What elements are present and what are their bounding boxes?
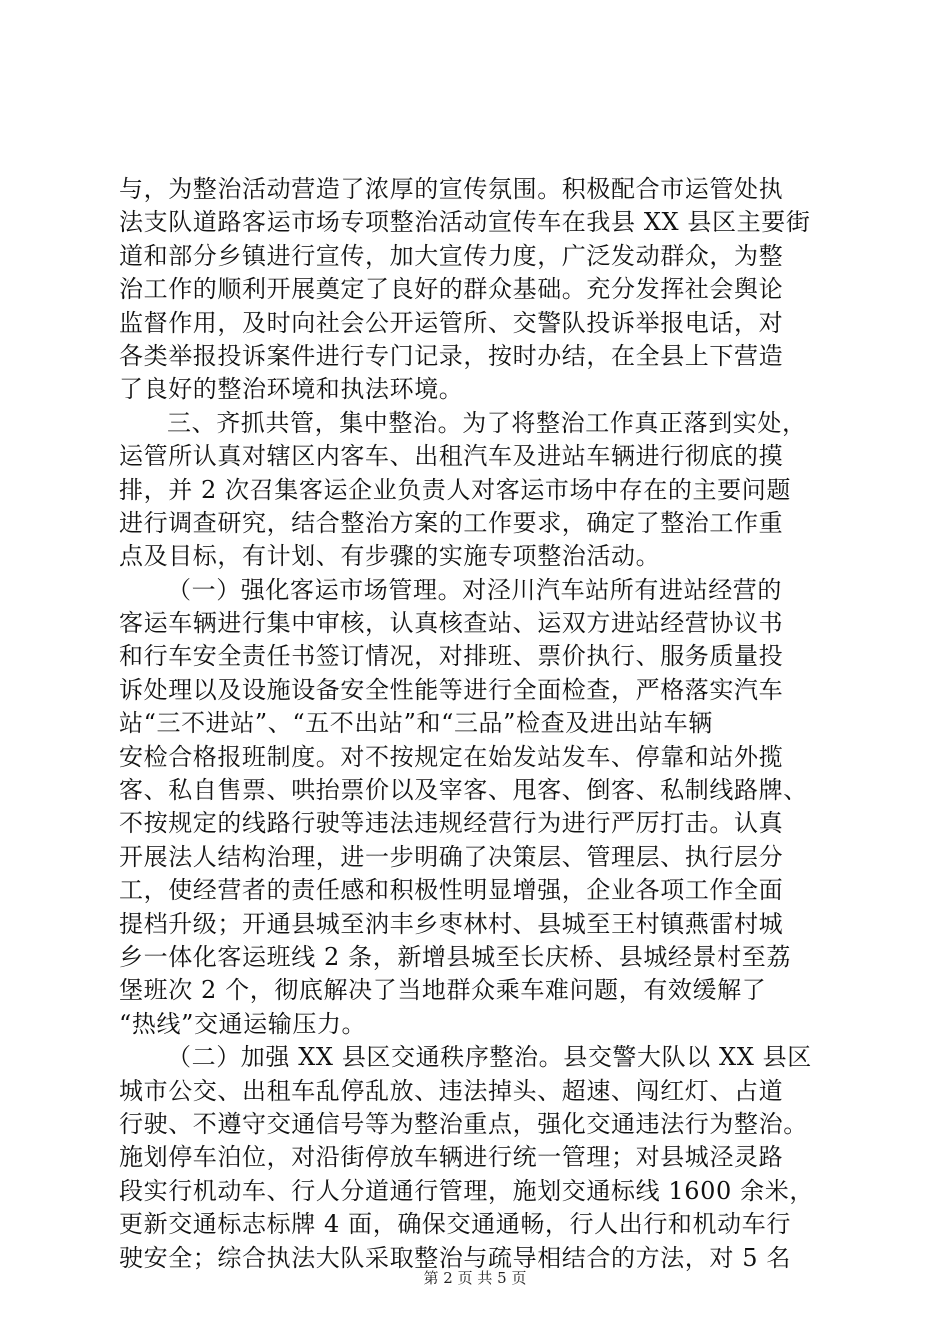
text-line: 更新交通标志标牌 4 面，确保交通通畅，行人出行和机动车行: [119, 1210, 791, 1239]
text-line: 段实行机动车、行人分道通行管理，施划交通标线 1600 余米，: [119, 1176, 814, 1205]
section-heading-line: 三、齐抓共管，集中整治。为了将整治工作真正落到实处，: [167, 408, 807, 437]
text-line: 安检合格报班制度。对不按规定在始发站发车、停靠和站外揽: [119, 742, 784, 771]
subsection-heading-line: （一）强化客运市场管理。对泾川汽车站所有进站经营的: [167, 575, 782, 604]
text-line: 与，为整治活动营造了浓厚的宣传氛围。积极配合市运管处执: [119, 175, 784, 203]
text-line: 了良好的整治环境和执法环境。: [119, 375, 464, 404]
text-line: 行驶、不遵守交通信号等为整治重点，强化交通违法行为整治。: [119, 1109, 808, 1138]
text-line: 和行车安全责任书签订情况，对排班、票价执行、服务质量投: [119, 642, 784, 671]
text-line: 法支队道路客运市场专项整治活动宣传车在我县 XX 县区主要街: [119, 208, 811, 237]
subsection-heading-line: （二）加强 XX 县区交通秩序整治。县交警大队以 XX 县区: [167, 1043, 812, 1072]
text-line: 诉处理以及设施设备安全性能等进行全面检查，严格落实汽车: [119, 675, 784, 704]
text-line: 开展法人结构治理，进一步明确了决策层、管理层、执行层分: [119, 842, 784, 871]
text-line: 点及目标，有计划、有步骤的实施专项整治活动。: [119, 542, 661, 571]
text-line: 站“三不进站”、“五不出站”和“三品”检查及进出站车辆: [119, 709, 713, 738]
text-line: 道和部分乡镇进行宣传，加大宣传力度，广泛发动群众，为整: [119, 241, 784, 270]
text-line: 排，并 2 次召集客运企业负责人对客运市场中存在的主要问题: [119, 475, 791, 504]
text-line: 工，使经营者的责任感和积极性明显增强，企业各项工作全面: [119, 876, 784, 905]
text-line: 运管所认真对辖区内客车、出租汽车及进站车辆进行彻底的摸: [119, 442, 784, 471]
text-line: 堡班次 2 个，彻底解决了当地群众乘车难问题，有效缓解了: [119, 976, 767, 1005]
text-line: 城市公交、出租车乱停乱放、违法掉头、超速、闯红灯、占道: [119, 1076, 784, 1105]
text-line: 客运车辆进行集中审核，认真核查站、运双方进站经营协议书: [119, 609, 784, 638]
text-line: 进行调查研究，结合整治方案的工作要求，确定了整治工作重: [119, 508, 784, 537]
document-body: [119, 173, 851, 1275]
text-line: 施划停车泊位，对沿街停放车辆进行统一管理；对县城泾灵路: [119, 1143, 784, 1172]
text-line: 治工作的顺利开展奠定了良好的群众基础。充分发挥社会舆论: [119, 275, 784, 304]
text-line: 客、私自售票、哄抬票价以及宰客、甩客、倒客、私制线路牌、: [119, 776, 808, 805]
text-line: 不按规定的线路行驶等违法违规经营行为进行严厉打击。认真: [119, 809, 784, 838]
text-line: 乡一体化客运班线 2 条，新增县城至长庆桥、县城经景村至荔: [119, 942, 791, 971]
text-line: 提档升级；开通县城至汭丰乡枣林村、县城至王村镇燕雷村城: [119, 909, 784, 938]
page-number-footer: 第 2 页 共 5 页: [423, 1269, 527, 1287]
text-line: 各类举报投诉案件进行专门记录，按时办结，在全县上下营造: [119, 341, 784, 370]
text-line: 监督作用，及时向社会公开运管所、交警队投诉举报电话，对: [119, 308, 784, 337]
text-line: 驶安全；综合执法大队采取整治与疏导相结合的方法，对 5 名: [119, 1243, 791, 1272]
text-line: “热线”交通运输压力。: [119, 1009, 367, 1038]
